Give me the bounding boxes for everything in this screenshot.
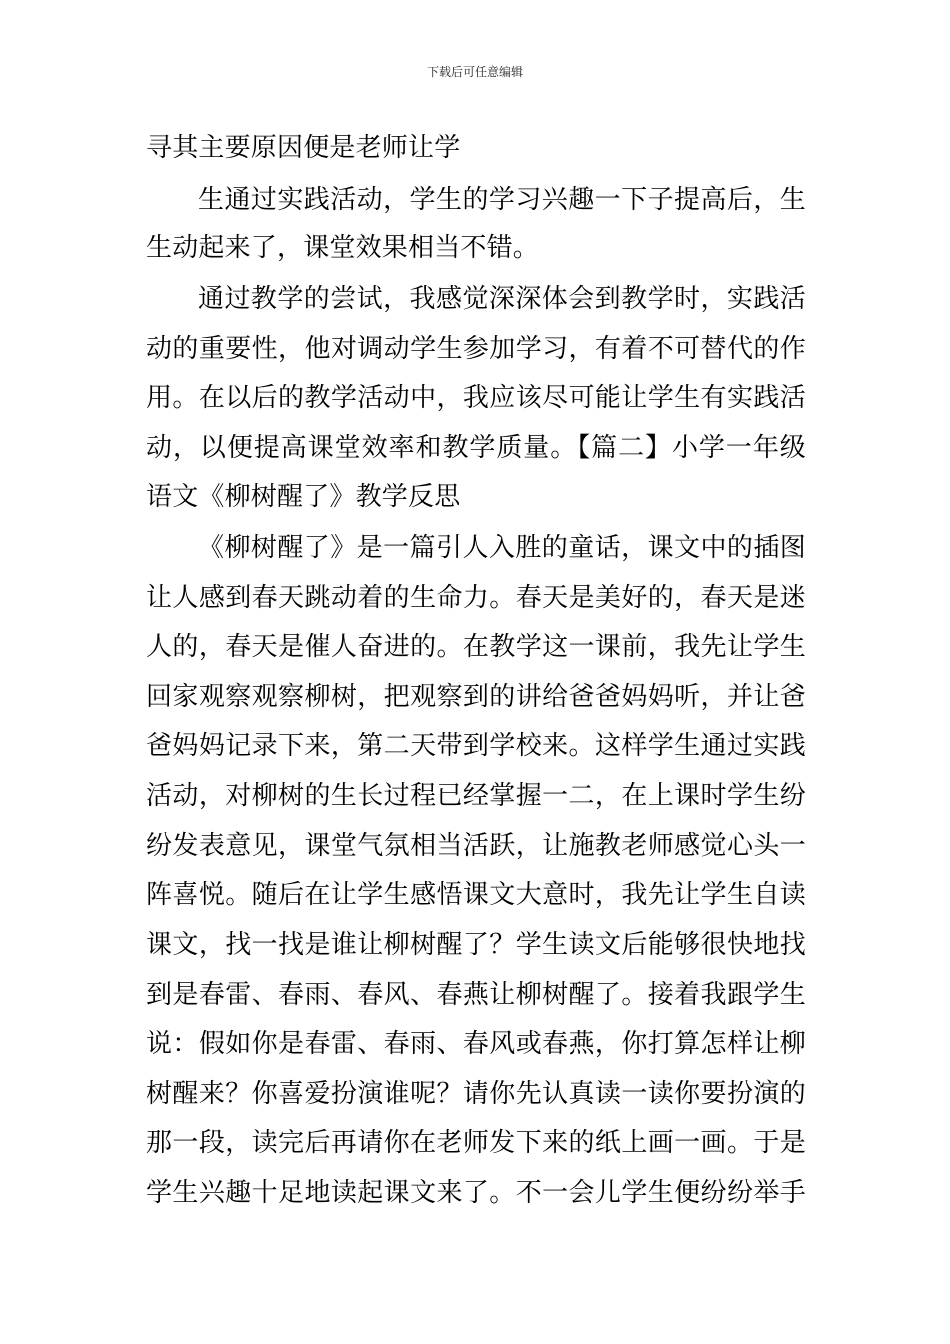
text-line: 动的重要性，他对调动学生参加学习，有着不可替代的作 <box>146 334 806 364</box>
text-line: 阵喜悦。随后在让学生感悟课文大意时，我先让学生自读 <box>146 880 806 910</box>
page-header: 下载后可任意编辑 <box>426 65 523 79</box>
text-line: 爸妈妈记录下来，第二天带到学校来。这样学生通过实践 <box>146 731 806 761</box>
text-line: 学生兴趣十足地读起课文来了。不一会儿学生便纷纷举手 <box>146 1178 806 1208</box>
text-line: 纷发表意见，课堂气氛相当活跃，让施教老师感觉心头一 <box>146 831 806 861</box>
text-line: 人的，春天是催人奋进的。在教学这一课前，我先让学生 <box>146 632 806 662</box>
text-line: 通过教学的尝试，我感觉深深体会到教学时，实践活 <box>198 284 806 314</box>
text-line: 课文，找一找是谁让柳树醒了？学生读文后能够很快地找 <box>146 930 806 960</box>
text-line: 《柳树醒了》是一篇引人入胜的童话，课文中的插图 <box>198 533 806 563</box>
text-line: 让人感到春天跳动着的生命力。春天是美好的，春天是迷 <box>146 583 806 613</box>
text-line: 那一段，读完后再请你在老师发下来的纸上画一画。于是 <box>146 1128 806 1158</box>
text-line: 生动起来了，课堂效果相当不错。 <box>146 233 540 263</box>
text-line: 说：假如你是春雷、春雨、春风或春燕，你打算怎样让柳 <box>146 1029 806 1059</box>
text-line: 用。在以后的教学活动中，我应该尽可能让学生有实践活 <box>146 383 806 413</box>
text-line: 到是春雷、春雨、春风、春燕让柳树醒了。接着我跟学生 <box>146 980 806 1010</box>
text-line: 动，以便提高课堂效率和教学质量。【篇二】小学一年级 <box>146 433 806 463</box>
text-line: 生通过实践活动，学生的学习兴趣一下子提高后，生 <box>198 185 806 215</box>
text-line: 回家观察观察柳树，把观察到的讲给爸爸妈妈听，并让爸 <box>146 682 806 712</box>
text-line: 语文《柳树醒了》教学反思 <box>146 482 461 512</box>
text-line: 寻其主要原因便是老师让学 <box>146 133 461 163</box>
text-line: 活动，对柳树的生长过程已经掌握一二，在上课时学生纷 <box>146 781 806 811</box>
text-line: 树醒来？你喜爱扮演谁呢？请你先认真读一读你要扮演的 <box>146 1079 806 1109</box>
